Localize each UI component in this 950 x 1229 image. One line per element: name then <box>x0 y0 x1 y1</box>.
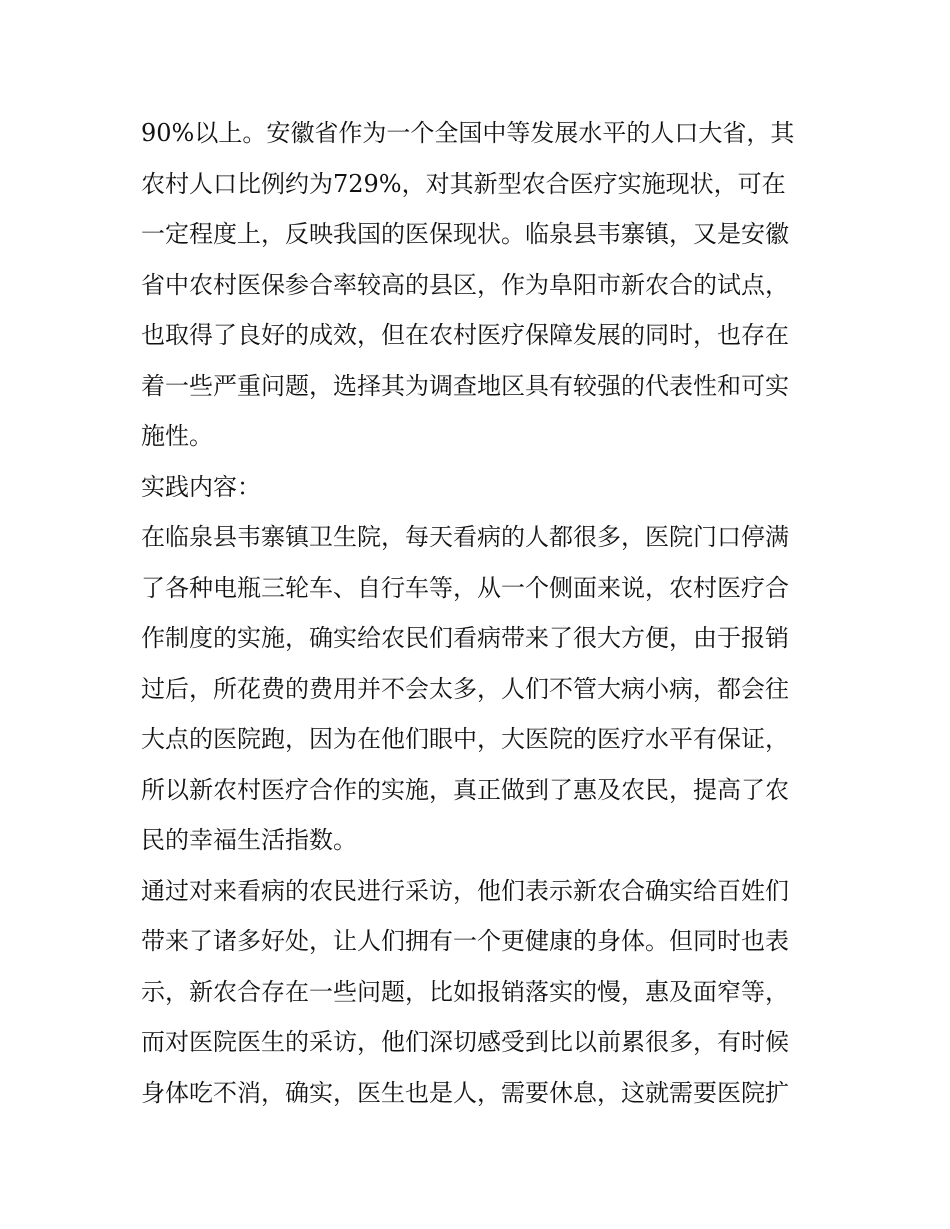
text-line: 示，新农合存在一些问题，比如报销落实的慢，惠及面窄等， <box>141 977 789 1006</box>
text-line: 90%以上。安徽省作为一个全国中等发展水平的人口大省，其 <box>141 119 795 147</box>
text-line: 着一些严重问题，选择其为调查地区具有较强的代表性和可实 <box>141 371 789 400</box>
text-line: 在临泉县韦寨镇卫生院，每天看病的人都很多，医院门口停满 <box>141 523 789 551</box>
text-line: 身体吃不消，确实，医生也是人，需要休息，这就需要医院扩 <box>141 1078 789 1107</box>
text-line: 施性。 <box>141 422 213 450</box>
text-line: 通过对来看病的农民进行采访，他们表示新农合确实给百姓们 <box>141 876 789 905</box>
text-line: 农村人口比例约为729%，对其新型农合医疗实施现状，可在 <box>141 169 786 198</box>
text-line: 作制度的实施，确实给农民们看病带来了很大方便，由于报销 <box>141 624 789 652</box>
text-line: 一定程度上，反映我国的医保现状。临泉县韦寨镇，又是安徽 <box>141 220 789 248</box>
text-line: 也取得了良好的成效，但在农村医疗保障发展的同时，也存在 <box>141 321 789 349</box>
text-line: 带来了诸多好处，让人们拥有一个更健康的身体。但同时也表 <box>141 927 789 955</box>
text-line: 而对医院医生的采访，他们深切感受到比以前累很多，有时候 <box>141 1028 789 1056</box>
section-heading: 实践内容： <box>141 472 261 501</box>
document-body <box>141 108 821 1118</box>
text-line: 过后，所花费的费用并不会太多，人们不管大病小病，都会往 <box>141 674 789 703</box>
text-line: 了各种电瓶三轮车、自行车等，从一个侧面来说，农村医疗合 <box>141 573 789 602</box>
text-line: 大点的医院跑，因为在他们眼中，大医院的医疗水平有保证， <box>141 725 789 753</box>
text-line: 民的幸福生活指数。 <box>141 826 357 854</box>
text-line: 省中农村医保参合率较高的县区，作为阜阳市新农合的试点， <box>141 270 789 299</box>
text-line: 所以新农村医疗合作的实施，真正做到了惠及农民，提高了农 <box>141 775 789 804</box>
